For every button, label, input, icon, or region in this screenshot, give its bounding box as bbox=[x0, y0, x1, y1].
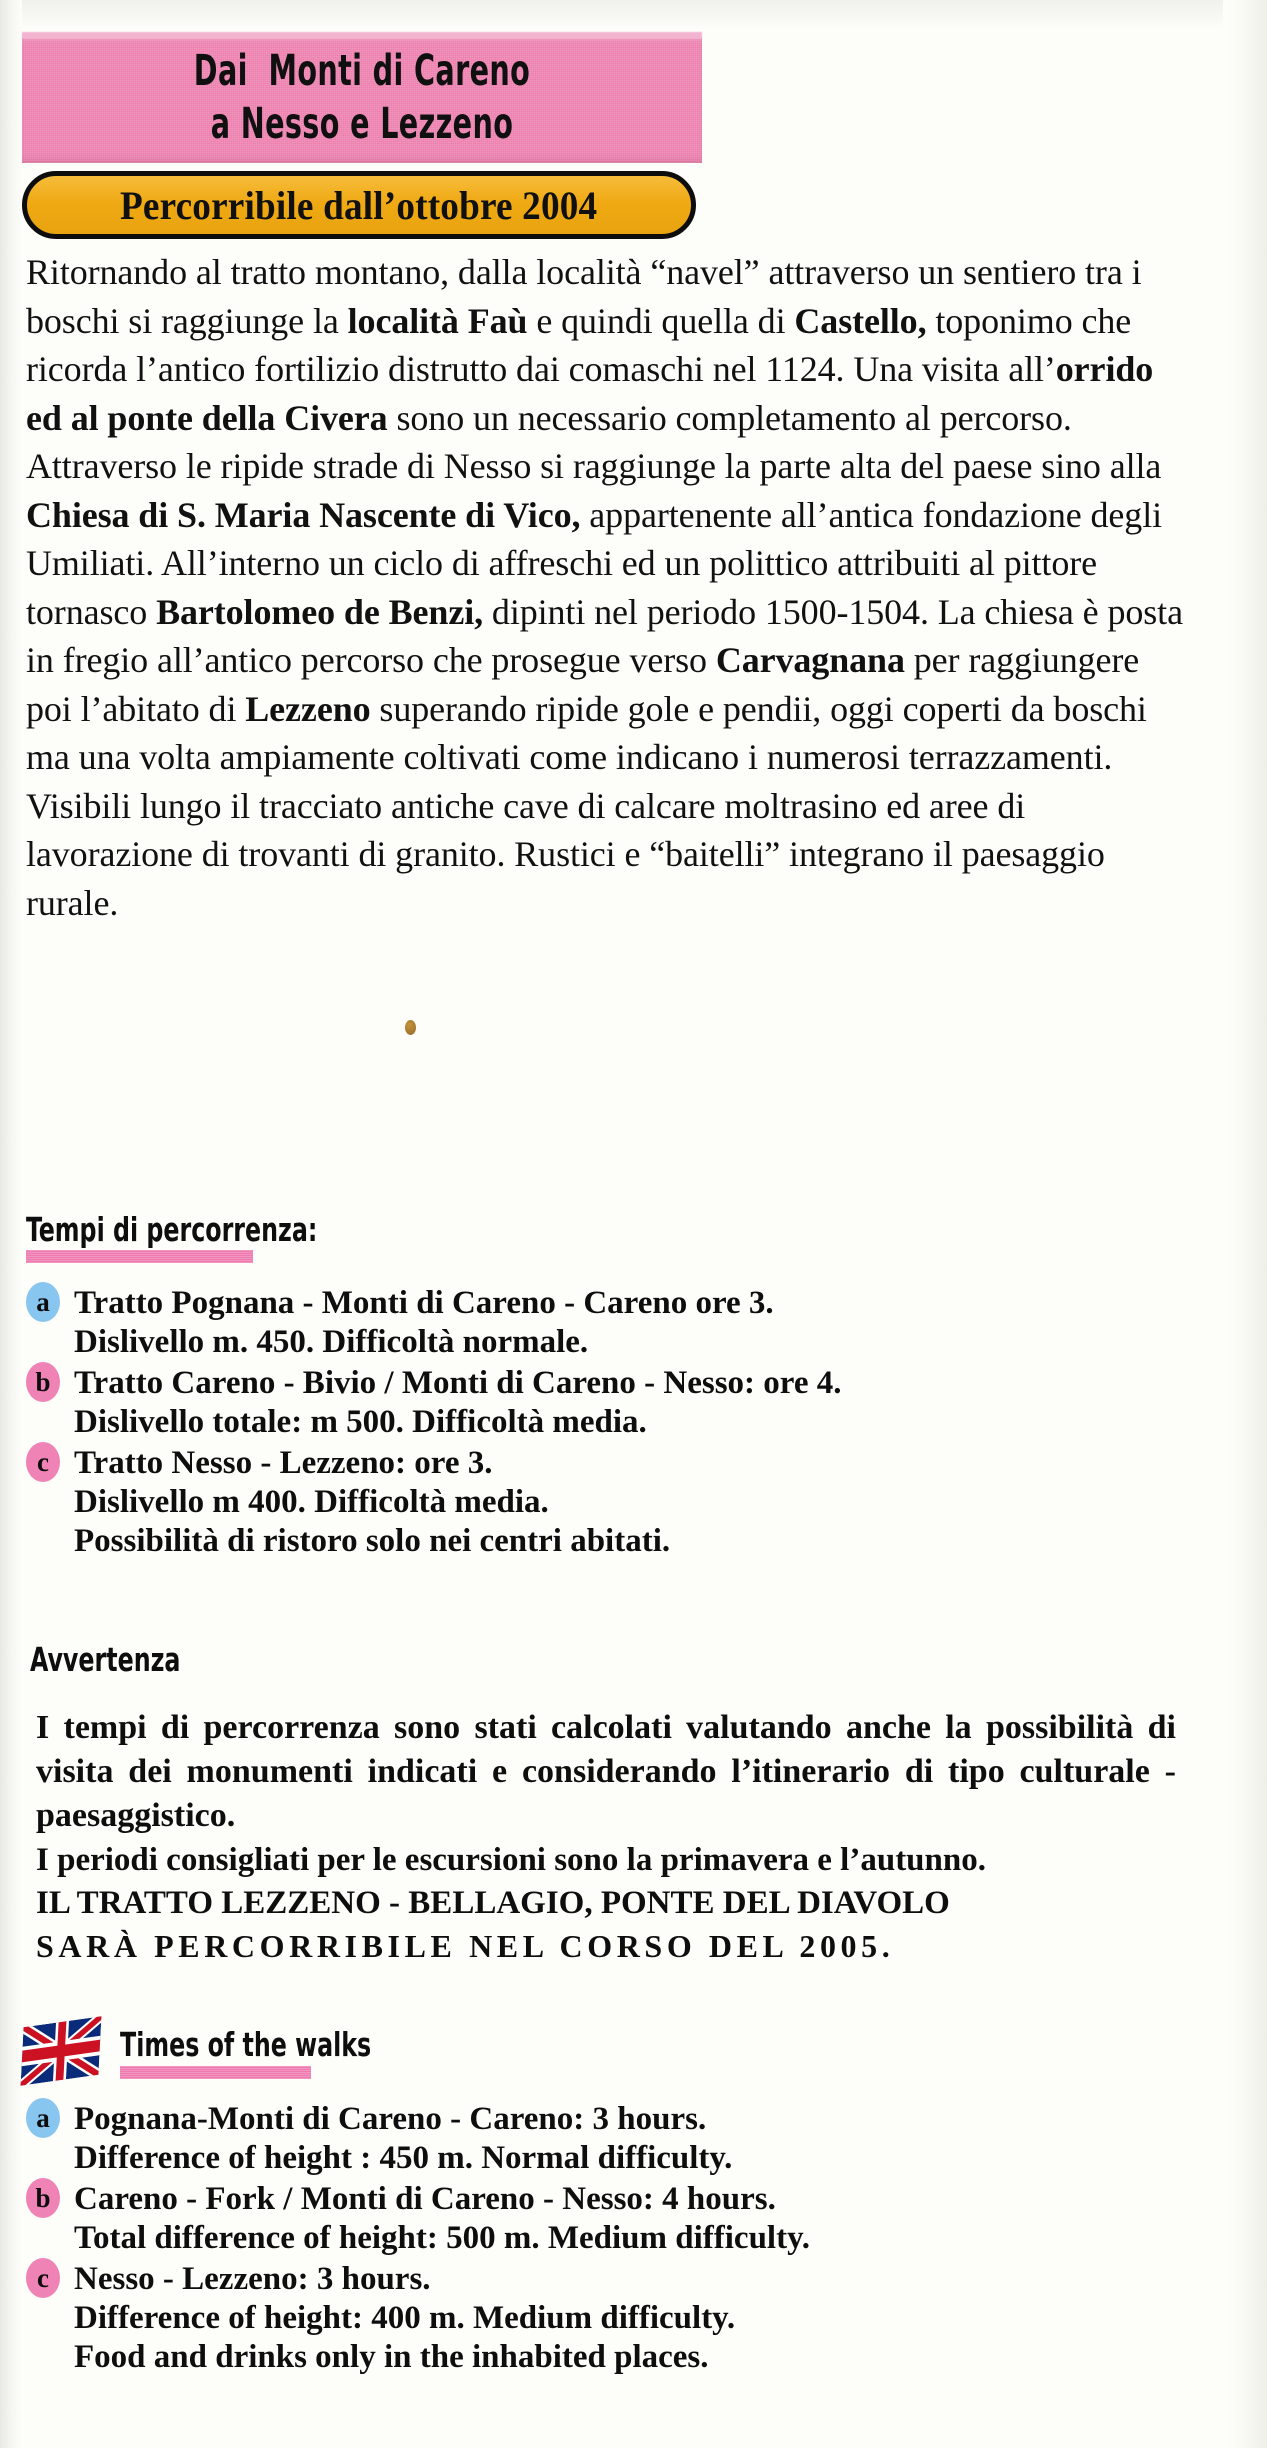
avvertenza-paragraph: I tempi di percorrenza sono stati calcolati valutando anche la possibilità di visita dei monumenti indicati e considerando l’itinerario di tipo culturale - paesaggistico. bbox=[36, 1709, 1176, 1834]
list-item bbox=[26, 2100, 810, 2139]
list-item-line: Tratto Careno - Bivio / Monti di Careno - Nesso: ore 4. bbox=[74, 1365, 842, 1401]
list-item-sub: Dislivello m. 450. Difficoltà normale. bbox=[74, 1324, 589, 1360]
scan-speck bbox=[405, 1020, 416, 1035]
paragraph-1 bbox=[26, 248, 1186, 442]
list-marker-a: a bbox=[26, 1282, 60, 1322]
list-item-line: Careno - Fork / Monti di Careno - Nesso: 4 hours. bbox=[74, 2181, 776, 2217]
p1-seg1: Ritornando al tratto montano, dalla località “navel” attraverso un sentiero tra i boschi si raggiunge la bbox=[26, 252, 1142, 341]
avvertenza-caps-line1: IL TRATTO LEZZENO - BELLAGIO, PONTE DEL DIAVOLO bbox=[36, 1885, 950, 1921]
list-item-sub: Difference of height: 400 m. Medium difficulty. bbox=[74, 2300, 736, 2336]
list-item-sub: Total difference of height: 500 m. Medium difficulty. bbox=[74, 2220, 811, 2256]
p2-seg5: superando ripide gole e pendii, oggi coperti da boschi ma una volta ampiamente coltivati come indicano i numerosi terrazzamenti. Visibili lungo il tracciato antiche cave di calcare moltrasino ed aree di lavorazione di trovanti di granito. Rustici e “baitelli” integrano il paesaggio rurale. bbox=[26, 688, 1147, 923]
list-item bbox=[26, 2260, 810, 2299]
list-marker-b: b bbox=[26, 2178, 60, 2218]
p1-seg2: e quindi quella di bbox=[527, 300, 795, 341]
availability-badge bbox=[22, 171, 696, 239]
section-underline-times-of-the-walks bbox=[120, 2066, 311, 2079]
list-item-line: Nesso - Lezzeno: 3 hours. bbox=[74, 2261, 431, 2297]
section-heading-times-of-the-walks: Times of the walks bbox=[120, 2025, 372, 2064]
p1-bold1: località Faù bbox=[347, 300, 528, 341]
p2-seg4: per raggiungere poi l’abitato di bbox=[26, 640, 1140, 729]
list-item-sub: Difference of height : 450 m. Normal difficulty. bbox=[74, 2140, 733, 2176]
section-heading-avvertenza: Avvertenza bbox=[30, 1640, 181, 1679]
list-item-sub: Dislivello m 400. Difficoltà media. bbox=[74, 1484, 549, 1520]
list-marker-a: a bbox=[26, 2098, 60, 2138]
list-item-line: Tratto Nesso - Lezzeno: ore 3. bbox=[74, 1445, 493, 1481]
list-item-sub: Dislivello totale: m 500. Difficoltà media. bbox=[74, 1404, 647, 1440]
p2-bold4: Lezzeno bbox=[245, 688, 371, 729]
list-item bbox=[26, 2180, 810, 2219]
p2-bold1: Chiesa di S. Maria Nascente di Vico, bbox=[26, 494, 581, 535]
p1-seg3: toponimo che ricorda l’antico fortilizio distrutto dai comaschi nel 1124. Una visita all’ bbox=[26, 300, 1132, 389]
list-marker-c: c bbox=[26, 2258, 60, 2298]
list-item bbox=[26, 1444, 670, 1483]
paper-edge-left bbox=[0, 0, 22, 2448]
section-underline-tempi bbox=[26, 1250, 253, 1263]
list-item-sub2: Possibilità di ristoro solo nei centri abitati. bbox=[74, 1523, 671, 1559]
banner-title-line1: Dai Monti di Careno bbox=[193, 46, 531, 96]
p2-bold3: Carvagnana bbox=[715, 640, 905, 680]
list-marker-c: c bbox=[26, 1442, 60, 1482]
section-heading-tempi: Tempi di percorrenza: bbox=[26, 1210, 318, 1249]
p2-seg1: Attraverso le ripide strade di Nesso si raggiunge la parte alta del paese sino alla bbox=[26, 446, 1162, 486]
availability-badge-label: Percorribile dall’ottobre 2004 bbox=[120, 182, 598, 228]
title-banner bbox=[22, 37, 702, 163]
p2-seg2: appartenente all’antica fondazione degli Umiliati. All’interno un ciclo di affreschi ed un polittico attribuiti al pittore tornasco bbox=[26, 494, 1162, 632]
paper-edge-top bbox=[0, 0, 1267, 30]
p2-seg3: dipinti nel periodo 1500-1504. La chiesa è posta in fregio all’antico percorso che prosegue verso bbox=[26, 591, 1183, 680]
banner-title-line2: a Nesso e Lezzeno bbox=[210, 99, 514, 149]
p2-bold2: Bartolomeo de Benzi, bbox=[156, 591, 484, 632]
list-item bbox=[26, 1364, 842, 1403]
list-item-line: Tratto Pognana - Monti di Careno - Careno ore 3. bbox=[74, 1285, 774, 1321]
article-body bbox=[26, 248, 1186, 927]
avvertenza-caps-line2: SARÀ PERCORRIBILE NEL CORSO DEL 2005. bbox=[36, 1928, 895, 1964]
banner-torn-edge bbox=[22, 32, 702, 39]
uk-flag-icon bbox=[21, 2016, 102, 2086]
list-item bbox=[26, 1284, 774, 1323]
avvertenza-block bbox=[36, 1706, 1176, 1968]
p1-seg4: sono un necessario completamento al percorso. bbox=[387, 397, 1072, 438]
english-times-list bbox=[26, 2100, 810, 2377]
avvertenza-line2: I periodi consigliati per le escursioni sono la primavera e l’autunno. bbox=[36, 1842, 986, 1878]
paragraph-2 bbox=[26, 442, 1186, 927]
list-item-sub2: Food and drinks only in the inhabited places. bbox=[74, 2339, 709, 2375]
p1-bold2: Castello, bbox=[794, 300, 927, 341]
italian-times-list bbox=[26, 1284, 842, 1561]
list-item-line: Pognana-Monti di Careno - Careno: 3 hours. bbox=[74, 2101, 707, 2137]
paper-edge-right bbox=[1223, 0, 1267, 2448]
list-marker-b: b bbox=[26, 1362, 60, 1402]
p1-bold3: orrido ed al ponte della Civera bbox=[26, 349, 1154, 438]
